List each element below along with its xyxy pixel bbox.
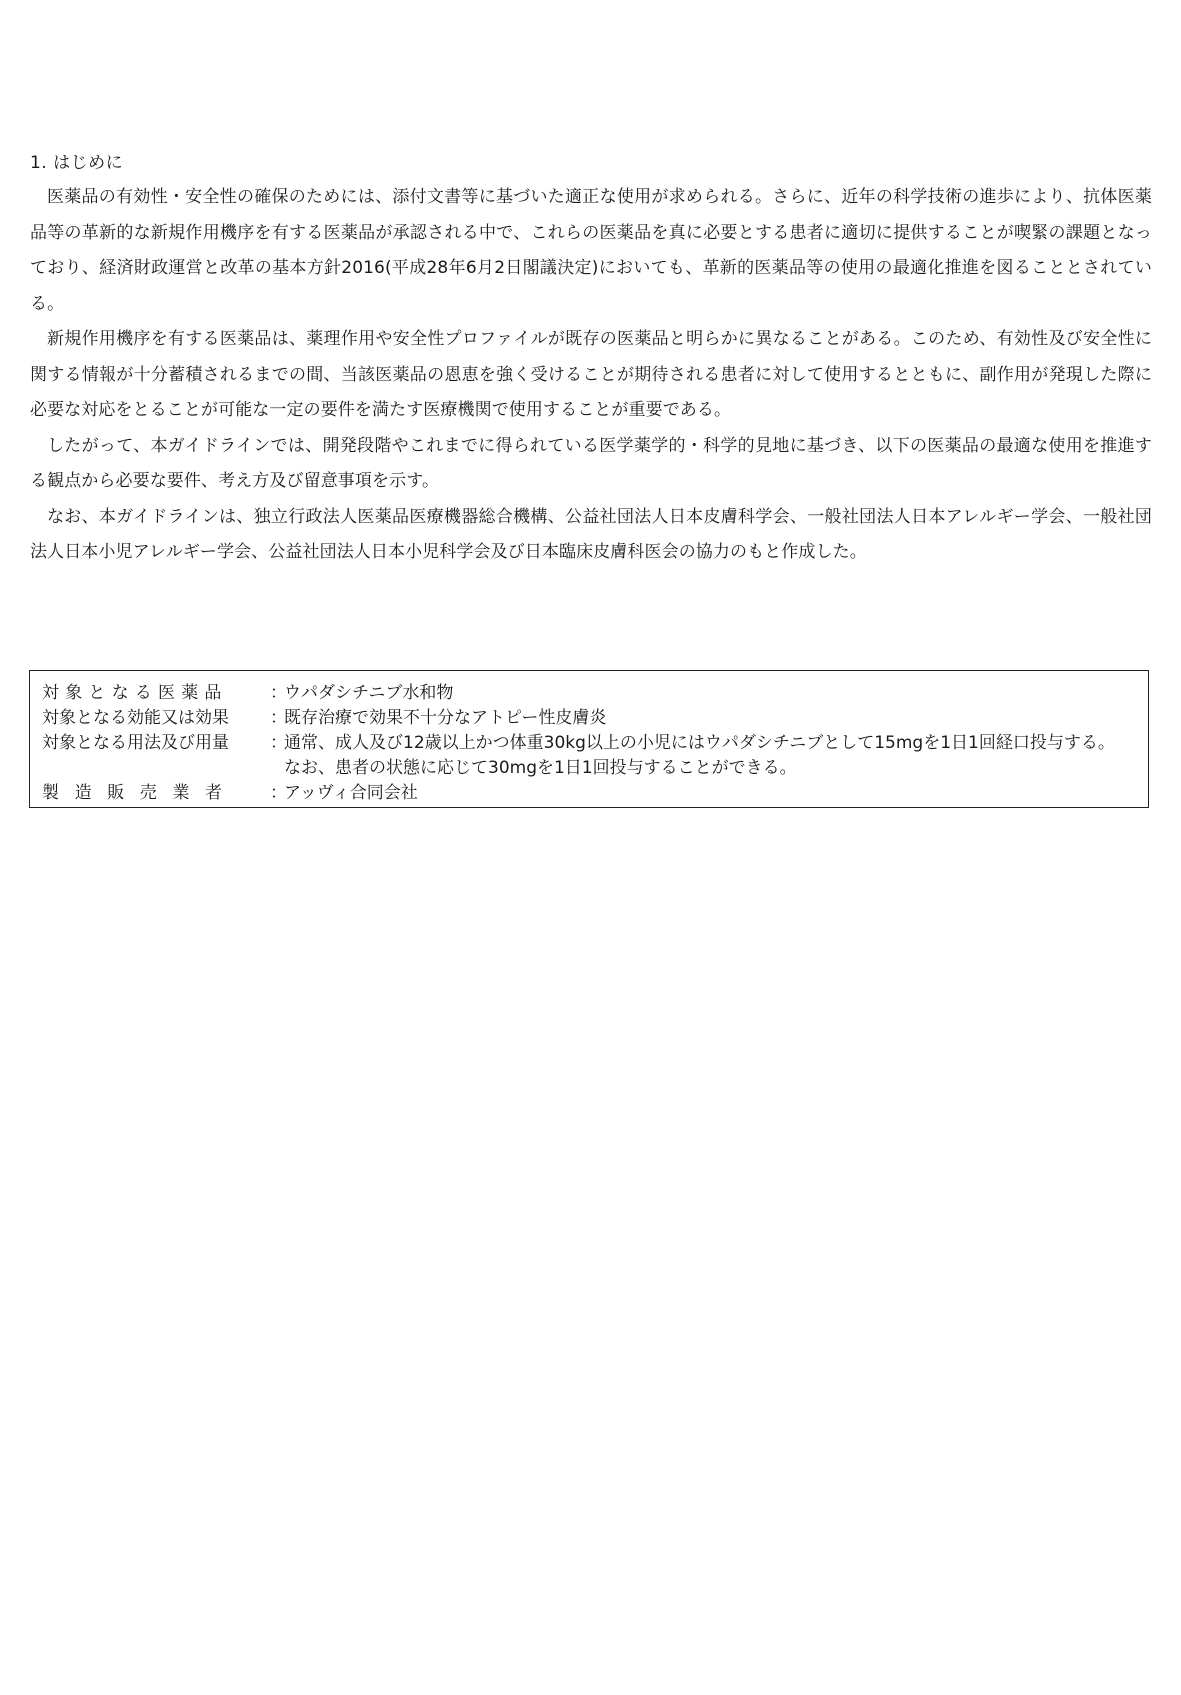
section-heading: 1. はじめに bbox=[30, 153, 124, 173]
info-value: 既存治療で効果不十分なアトピー性皮膚炎 bbox=[284, 708, 607, 728]
paragraph: 医薬品の有効性・安全性の確保のためには、添付文書等に基づいた適正な使用が求められる。さらに、近年の科学技術の進歩により、抗体医薬品等の革新的な新規作用機序を有する医薬品が承認される中で、これらの医薬品を真に必要とする患者に適切に提供することが喫緊の課題となっており、経済財政運営と改革の基本方針2016(平成28年6月2日閣議決定)においても、革新的医薬品等の使用の最適化推進を図ることとされている。 bbox=[30, 187, 1152, 314]
info-row-indication bbox=[42, 706, 1136, 731]
info-label: 対象となる医薬品 bbox=[42, 683, 228, 703]
info-row-target-drug bbox=[42, 681, 1136, 706]
drug-info-box bbox=[29, 670, 1149, 808]
info-row-dosage bbox=[42, 731, 1136, 781]
paragraph: 新規作用機序を有する医薬品は、薬理作用や安全性プロファイルが既存の医薬品と明らかに異なることがある。このため、有効性及び安全性に関する情報が十分蓄積されるまでの間、当該医薬品の恩恵を強く受けることが期待される患者に対して使用するとともに、副作用が発現した際に必要な対応をとることが可能な一定の要件を満たす医療機関で使用することが重要である。 bbox=[30, 329, 1152, 420]
info-label: 対象となる効能又は効果 bbox=[42, 708, 229, 728]
info-separator: ： bbox=[270, 708, 287, 728]
paragraph: なお、本ガイドラインは、独立行政法人医薬品医療機器総合機構、公益社団法人日本皮膚科学会、一般社団法人日本アレルギー学会、一般社団法人日本小児アレルギー学会、公益社団法人日本小児科学会及び日本臨床皮膚科医会の協力のもと作成した。 bbox=[30, 506, 1152, 562]
paragraph: したがって、本ガイドラインでは、開発段階やこれまでに得られている医学薬学的・科学的見地に基づき、以下の医薬品の最適な使用を推進する観点から必要な要件、考え方及び留意事項を示す。 bbox=[30, 435, 1152, 491]
info-value: なお、患者の状態に応じて30mgを1日1回投与することができる。 bbox=[284, 758, 797, 778]
info-label: 対象となる用法及び用量 bbox=[42, 733, 229, 753]
info-label: 製造販売業者 bbox=[42, 783, 238, 803]
introduction-section bbox=[30, 150, 1152, 571]
info-value: アッヴィ合同会社 bbox=[284, 783, 418, 803]
info-separator: ： bbox=[270, 783, 287, 803]
info-value: 通常、成人及び12歳以上かつ体重30kg以上の小児にはウパダシチニブとして15mgを1日1回経口投与する。 bbox=[284, 733, 1115, 753]
info-separator: ： bbox=[270, 683, 287, 703]
info-value: ウパダシチニブ水和物 bbox=[284, 683, 454, 703]
info-row-manufacturer bbox=[42, 781, 1136, 806]
info-separator: ： bbox=[270, 733, 287, 753]
